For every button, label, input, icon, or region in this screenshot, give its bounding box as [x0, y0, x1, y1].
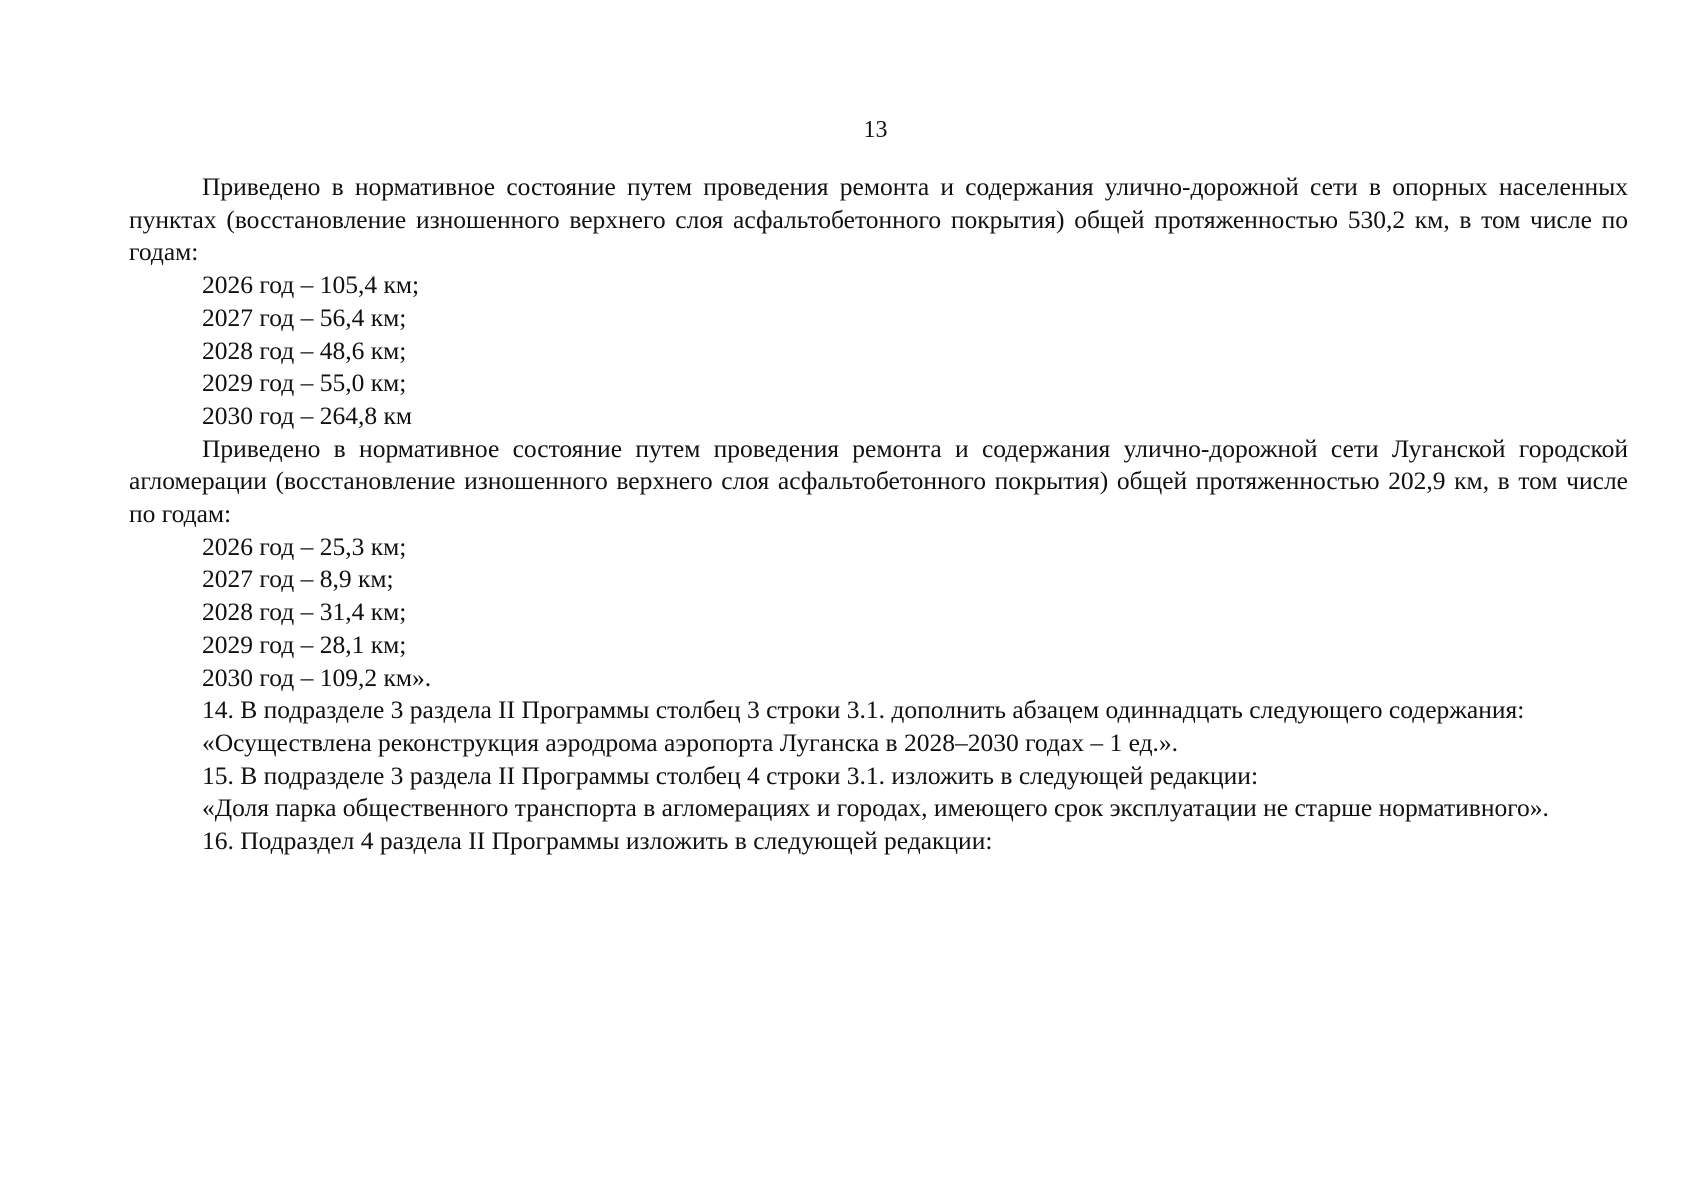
year-item-2027: 2027 год – 8,9 км; [202, 564, 394, 594]
paragraph-item-15: 15. В подразделе 3 раздела II Программы столбец 4 строки 3.1. изложить в следующей редакции: [202, 760, 1259, 790]
document-body [129, 171, 1628, 858]
year-item-2030: 2030 год – 109,2 км». [202, 662, 432, 692]
year-item-2029: 2029 год – 28,1 км; [202, 629, 407, 659]
paragraph-public-transport-share: «Доля парка общественного транспорта в агломерациях и городах, имеющего срок эксплуатации не старше нормативного». [202, 793, 1549, 823]
year-item-2030: 2030 год – 264,8 км [202, 400, 412, 430]
year-item-2027: 2027 год – 56,4 км; [202, 302, 407, 332]
year-item-2026: 2026 год – 105,4 км; [202, 270, 420, 300]
paragraph-item-14: 14. В подразделе 3 раздела II Программы столбец 3 строки 3.1. дополнить абзацем одиннадцать следующего содержания: [202, 695, 1525, 725]
paragraph-support-settlements-roads: Приведено в нормативное состояние путем проведения ремонта и содержания улично-дорожной сети в опорных населенных пунктах (восстановление изношенного верхнего слоя асфальтобетонного покрытия) общей протяженностью 530,2 км, в том числе по годам: [129, 172, 1628, 267]
year-item-2029: 2029 год – 55,0 км; [202, 368, 407, 398]
page-number: 13 [863, 117, 888, 143]
year-item-2028: 2028 год – 48,6 км; [202, 335, 407, 365]
paragraph-lugansk-agglomeration-roads: Приведено в нормативное состояние путем проведения ремонта и содержания улично-дорожной сети Луганской городской агломерации (восстановление изношенного верхнего слоя асфальтобетонного покрытия) общей протяженностью 202,9 км, в том числе по годам: [129, 433, 1628, 529]
paragraph-item-16: 16. Подраздел 4 раздела II Программы изложить в следующей редакции: [202, 826, 993, 856]
paragraph-airport-reconstruction: «Осуществлена реконструкция аэродрома аэропорта Луганска в 2028–2030 годах – 1 ед.». [202, 727, 1179, 757]
year-item-2028: 2028 год – 31,4 км; [202, 597, 407, 627]
year-item-2026: 2026 год – 25,3 км; [202, 531, 407, 561]
